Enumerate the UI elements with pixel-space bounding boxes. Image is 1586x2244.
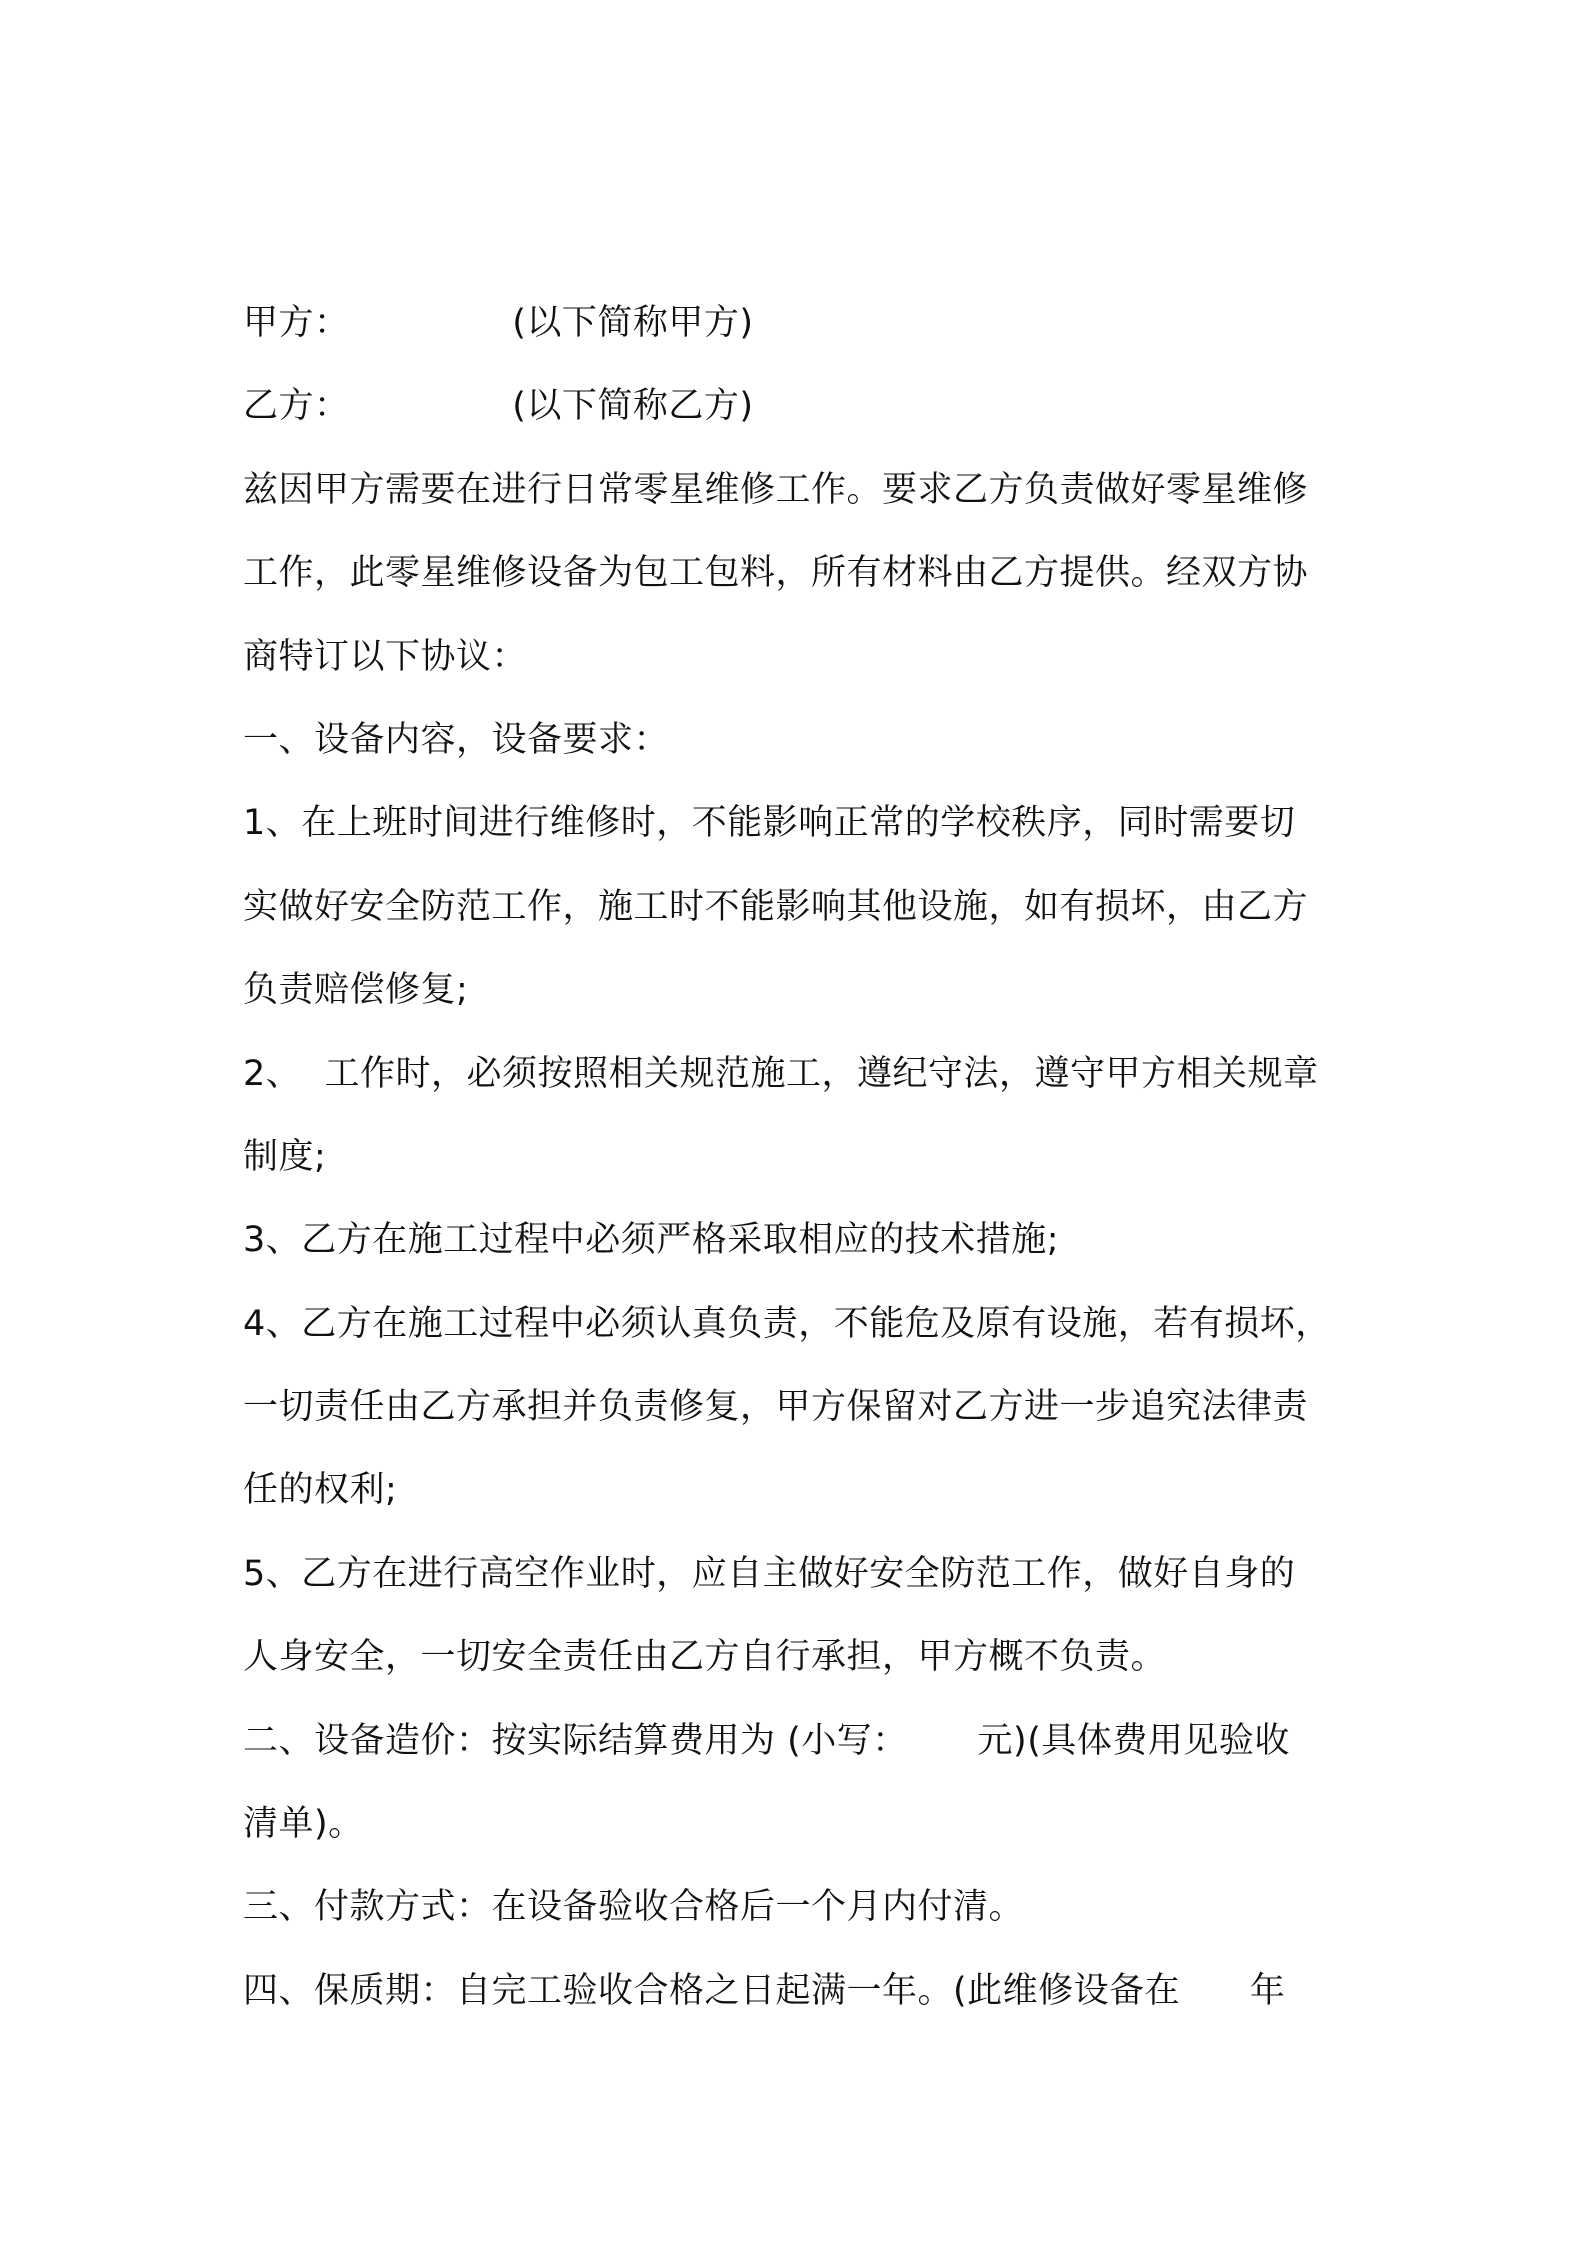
section-4-line-1: 四、保质期：自完工验收合格之日起满一年。(此维修设备在 年 [243,1970,1286,2011]
clause-3-line-1: 3、乙方在施工过程中必须严格采取相应的技术措施; [243,1220,1060,1261]
clause-5-line-1: 5、乙方在进行高空作业时，应自主做好安全防范工作，做好自身的 [243,1553,1296,1594]
section-2-line-2: 清单)。 [243,1804,364,1845]
party-b-line: 乙方： (以下简称乙方) [243,386,754,427]
clause-2-line-2: 制度; [243,1136,327,1177]
clause-2-line-1: 2、 工作时，必须按照相关规范施工，遵纪守法，遵守甲方相关规章 [243,1053,1319,1094]
clause-1-line-2: 实做好安全防范工作，施工时不能影响其他设施，如有损坏，由乙方 [243,886,1309,927]
preamble-line-3: 商特订以下协议： [243,636,528,677]
clause-1-line-1: 1、在上班时间进行维修时，不能影响正常的学校秩序，同时需要切 [243,803,1296,844]
section-1-heading: 一、设备内容，设备要求： [243,719,670,760]
clause-5-line-2: 人身安全，一切安全责任由乙方自行承担，甲方概不负责。 [243,1637,1167,1678]
party-a-line: 甲方： (以下简称甲方) [243,303,754,343]
clause-4-line-2: 一切责任由乙方承担并负责修复，甲方保留对乙方进一步追究法律责 [243,1387,1309,1428]
section-2-line-1: 二、设备造价：按实际结算费用为 (小写： 元)(具体费用见验收 [243,1720,1290,1761]
clause-4-line-3: 任的权利; [243,1470,398,1511]
clause-1-line-3: 负责赔偿修复; [243,970,469,1011]
preamble-line-2: 工作，此零星维修设备为包工包料，所有材料由乙方提供。经双方协 [243,553,1309,594]
preamble-line-1: 兹因甲方需要在进行日常零星维修工作。要求乙方负责做好零星维修 [243,469,1309,510]
clause-4-line-1: 4、乙方在施工过程中必须认真负责，不能危及原有设施，若有损坏， [243,1303,1331,1344]
document-body [243,282,1373,2033]
section-3-line-1: 三、付款方式：在设备验收合格后一个月内付清。 [243,1887,1025,1928]
